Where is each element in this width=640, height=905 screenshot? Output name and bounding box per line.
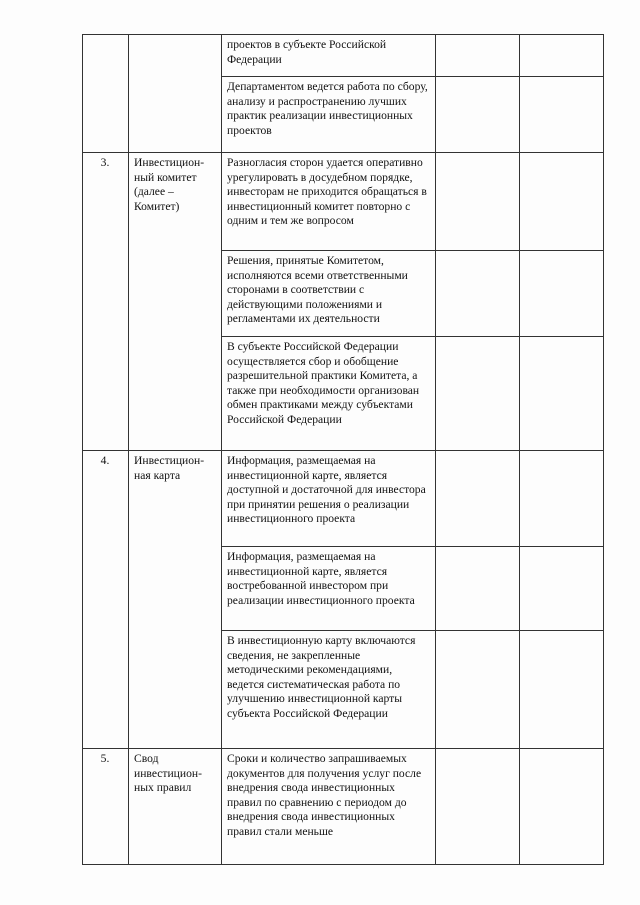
row-number-cell: 5. xyxy=(83,749,129,865)
empty-cell xyxy=(520,77,604,153)
empty-cell xyxy=(436,35,520,77)
criterion-text-cell: Информация, размещаемая на инвестиционной карте, является доступной и достаточной для инвестора при принятии решения о реализации инвестиционного проекта xyxy=(222,451,436,547)
table-row xyxy=(83,749,604,865)
section-name-cell: Инвестицион-ный комитет (далее – Комитет) xyxy=(129,153,222,451)
empty-cell xyxy=(520,337,604,451)
empty-cell xyxy=(520,631,604,749)
empty-cell xyxy=(520,153,604,251)
criterion-text-cell: В инвестиционную карту включаются сведения, не закрепленные методическими рекомендациями, ведется систематическая работа по улучшению инвестиционной карты субъекта Российской Федерации xyxy=(222,631,436,749)
empty-cell xyxy=(436,251,520,337)
section-name-cell: Инвестицион-ная карта xyxy=(129,451,222,749)
empty-cell xyxy=(520,749,604,865)
criterion-text-cell: Сроки и количество запрашиваемых документов для получения услуг после внедрения свода инвестиционных правил по сравнению с периодом до внедрения свода инвестиционных правил стали меньше xyxy=(222,749,436,865)
section-name-cell xyxy=(129,35,222,153)
assessment-table xyxy=(82,34,604,865)
row-number-cell xyxy=(83,35,129,153)
empty-cell xyxy=(436,631,520,749)
criterion-text-cell: Разногласия сторон удается оперативно урегулировать в досудебном порядке, инвесторам не приходится обращаться в инвестиционный комитет повторно с одним и тем же вопросом xyxy=(222,153,436,251)
empty-cell xyxy=(520,35,604,77)
table-row xyxy=(83,153,604,251)
empty-cell xyxy=(436,153,520,251)
criterion-text-cell: Информация, размещаемая на инвестиционной карте, является востребованной инвестором при реализации инвестиционного проекта xyxy=(222,547,436,631)
table-row xyxy=(83,451,604,547)
empty-cell xyxy=(436,77,520,153)
empty-cell xyxy=(436,337,520,451)
criterion-text-cell: Департаментом ведется работа по сбору, анализу и распространению лучших практик реализации инвестиционных проектов xyxy=(222,77,436,153)
empty-cell xyxy=(436,547,520,631)
criterion-text-cell: проектов в субъекте Российской Федерации xyxy=(222,35,436,77)
criterion-text-cell: Решения, принятые Комитетом, исполняются всеми ответственными сторонами в соответствии с действующими положениями и регламентами их деятельности xyxy=(222,251,436,337)
section-name-cell: Свод инвестицион-ных правил xyxy=(129,749,222,865)
empty-cell xyxy=(520,451,604,547)
empty-cell xyxy=(436,451,520,547)
empty-cell xyxy=(520,547,604,631)
row-number-cell: 4. xyxy=(83,451,129,749)
table-row xyxy=(83,35,604,77)
empty-cell xyxy=(436,749,520,865)
criterion-text-cell: В субъекте Российской Федерации осуществляется сбор и обобщение разрешительной практики Комитета, а также при необходимости организован обмен практиками между субъектами Российской Федерации xyxy=(222,337,436,451)
empty-cell xyxy=(520,251,604,337)
row-number-cell: 3. xyxy=(83,153,129,451)
